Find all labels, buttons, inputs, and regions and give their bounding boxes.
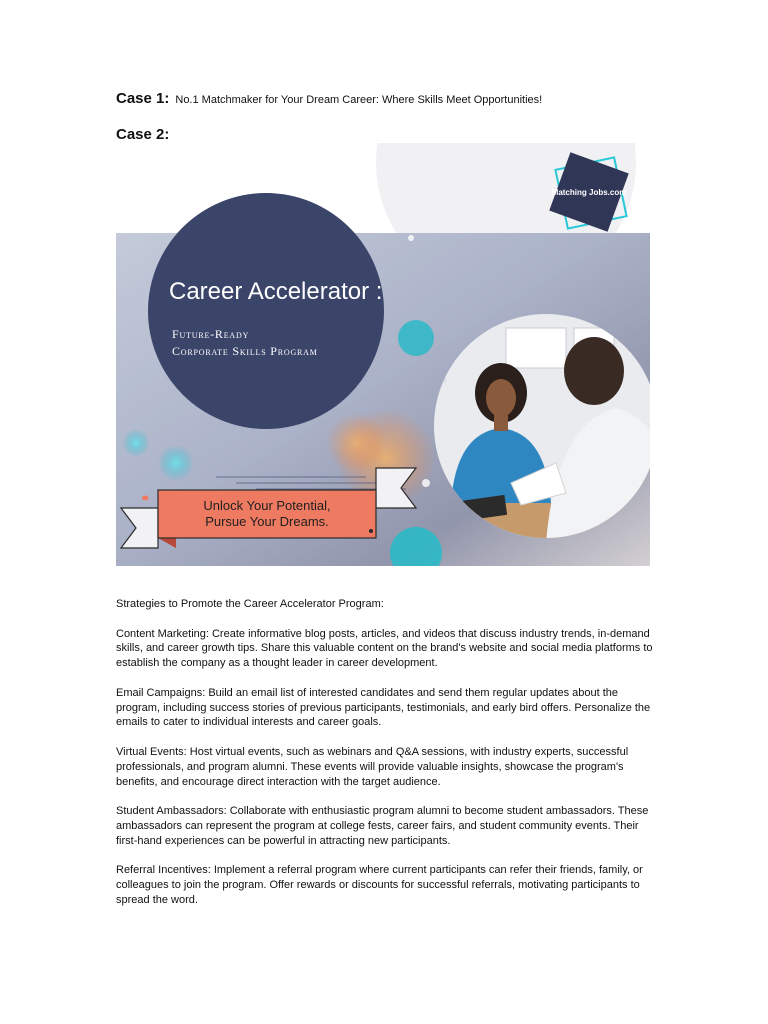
ribbon-line-1: Unlock Your Potential, (203, 498, 331, 513)
strategy-referral-incentives: Referral Incentives: Implement a referral program where current participants can refer their friends, family, or colleagues to join the program. Offer rewards or discounts for successful referrals, motivating participants to spread the word. (116, 864, 643, 906)
teal-dot (398, 320, 434, 356)
career-accelerator-banner (116, 143, 650, 566)
strategy-student-ambassadors: Student Ambassadors: Collaborate with enthusiastic program alumni to become student ambassadors. These ambassadors can represent the program at college fests, career fairs, and student community events. Their first-hand experiences can be powerful in attracting new participants. (116, 805, 649, 847)
strategies-heading: Strategies to Promote the Career Accelerator Program: (116, 598, 384, 610)
case-1-label: Case 1: (116, 90, 170, 107)
banner-subtitle-1: Future-Ready (172, 327, 250, 341)
strategies-section (116, 597, 656, 923)
case-1-tagline: No.1 Matchmaker for Your Dream Career: Where Skills Meet Opportunities! (175, 94, 543, 106)
banner-title: Career Accelerator : (169, 278, 383, 305)
logo-text: Matching Jobs.com (551, 188, 627, 197)
case-2-label: Case 2: (116, 126, 170, 143)
title-circle (148, 193, 384, 429)
strategy-content-marketing: Content Marketing: Create informative blog posts, articles, and videos that discuss industry trends, in-demand skills, and career growth tips. Share this valuable content on the brand's website and social media platforms to establish the company as a thought leader in career development. (116, 627, 653, 670)
banner-subtitle-2: Corporate Skills Program (172, 344, 318, 358)
strategy-email-campaigns: Email Campaigns: Build an email list of interested candidates and send them regular updates about the program, including success stories of previous participants, testimonials, and early bird offers. Personalize the emails to cater to individual interests and career goals. (116, 686, 651, 729)
case-1-line (116, 90, 542, 108)
strategy-virtual-events: Virtual Events: Host virtual events, such as webinars and Q&A sessions, with industry experts, successful professionals, and program alumni. These events will provide valuable insights, showcase the program's benefits, and encourage direct interaction with the target audience. (116, 745, 629, 788)
ribbon-line-2: Pursue Your Dreams. (205, 514, 329, 529)
